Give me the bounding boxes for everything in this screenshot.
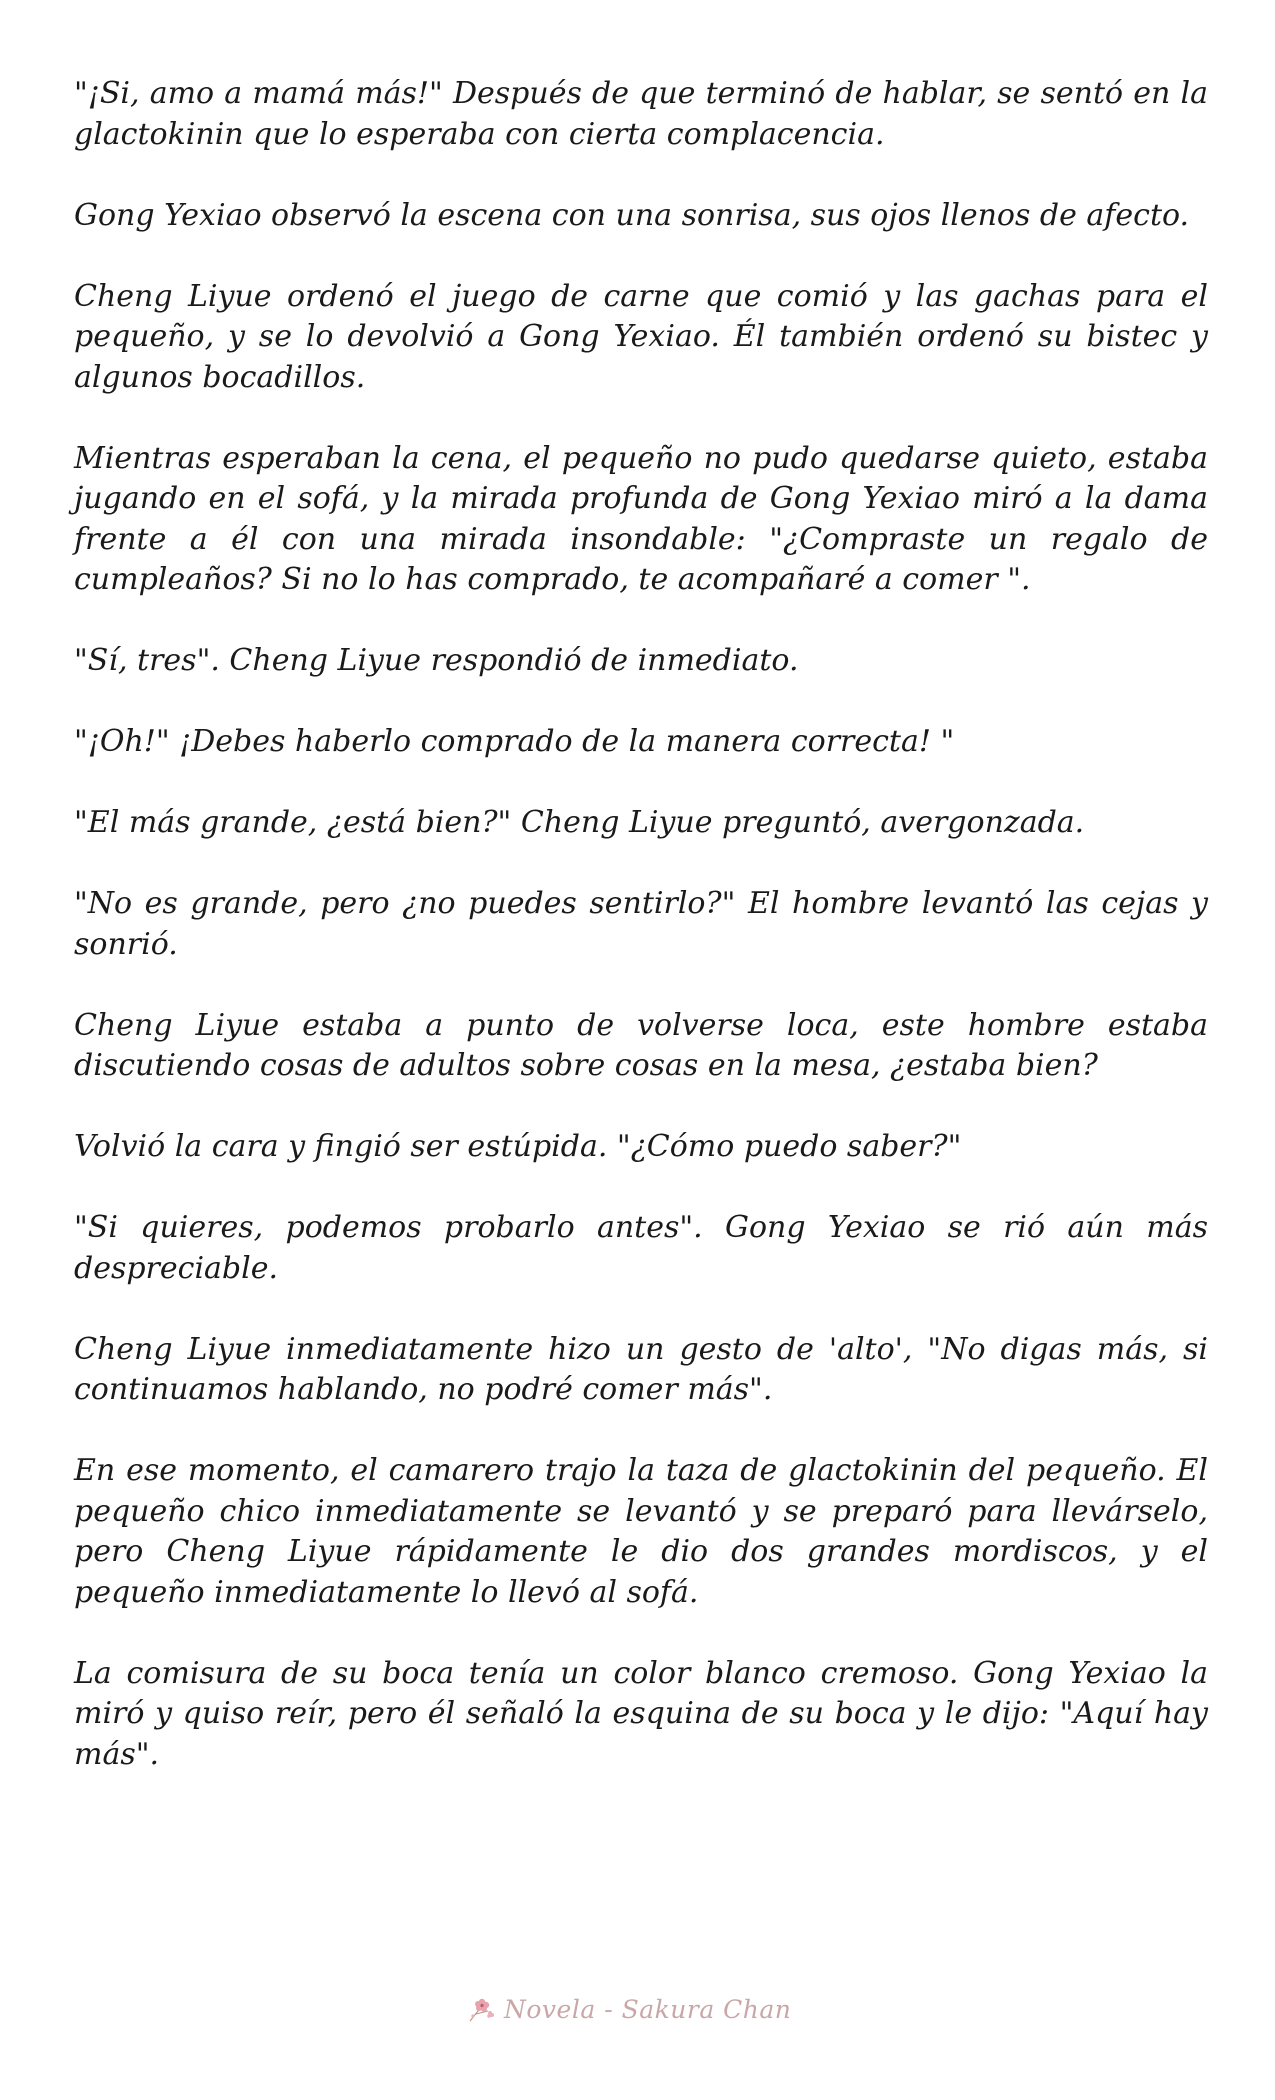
paragraph-11: "Si quieres, podemos probarlo antes". Gong Yexiao se rió aún más despreciable.	[74, 1210, 1208, 1286]
paragraph-5: "Sí, tres". Cheng Liyue respondió de inmediato.	[74, 643, 799, 678]
paragraph-10: Volvió la cara y fingió ser estúpida. "¿Cómo puedo saber?"	[74, 1129, 962, 1164]
paragraph-6: "¡Oh!" ¡Debes haberlo comprado de la manera correcta! "	[74, 724, 955, 759]
paragraph-8: "No es grande, pero ¿no puedes sentirlo?" El hombre levantó las cejas y sonrió.	[74, 886, 1208, 962]
paragraph-14: La comisura de su boca tenía un color blanco cremoso. Gong Yexiao la miró y quiso reír, pero él señaló la esquina de su boca y le dijo: "Aquí hay más".	[74, 1655, 1208, 1772]
watermark-text: Novela - Sakura Chan	[504, 1994, 792, 2024]
sakura-blossom-icon	[466, 1994, 496, 2024]
paragraph-4: Mientras esperaban la cena, el pequeño no pudo quedarse quieto, estaba jugando en el sofá, y la mirada profunda de Gong Yexiao miró a la dama frente a él con una mirada insondable: "¿Compraste un regalo de cumpleaños? Si no lo has comprado, te acompañaré a comer ".	[74, 440, 1208, 597]
paragraph-12: Cheng Liyue inmediatamente hizo un gesto de 'alto', "No digas más, si continuamos hablando, no podré comer más".	[74, 1331, 1208, 1407]
paragraph-9: Cheng Liyue estaba a punto de volverse loca, este hombre estaba discutiendo cosas de adultos sobre cosas en la mesa, ¿estaba bien?	[74, 1007, 1208, 1083]
paragraph-1: "¡Si, amo a mamá más!" Después de que terminó de hablar, se sentó en la glactokinin que lo esperaba con cierta complacencia.	[74, 76, 1208, 152]
story-text	[74, 74, 1208, 1816]
paragraph-7: "El más grande, ¿está bien?" Cheng Liyue preguntó, avergonzada.	[74, 805, 1085, 840]
paragraph-3: Cheng Liyue ordenó el juego de carne que comió y las gachas para el pequeño, y se lo devolvió a Gong Yexiao. Él también ordenó su bistec y algunos bocadillos.	[74, 278, 1208, 395]
watermark	[466, 1994, 791, 2024]
paragraph-13: En ese momento, el camarero trajo la taza de glactokinin del pequeño. El pequeño chico inmediatamente se levantó y se preparó para llevárselo, pero Cheng Liyue rápidamente le dio dos grandes mordiscos, y el pequeño inmediatamente lo llevó al sofá.	[74, 1453, 1208, 1610]
paragraph-2: Gong Yexiao observó la escena con una sonrisa, sus ojos llenos de afecto.	[74, 197, 1190, 233]
